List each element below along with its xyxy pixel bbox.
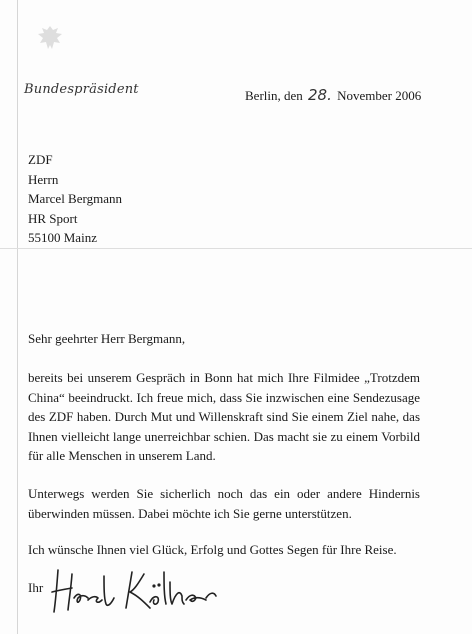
date-prefix: Berlin, den bbox=[245, 88, 303, 103]
address-line: 55100 Mainz bbox=[28, 230, 97, 246]
fold-line bbox=[0, 248, 472, 249]
date-line bbox=[245, 86, 421, 104]
salutation: Sehr geehrter Herr Bergmann, bbox=[28, 331, 186, 346]
date-day: 28. bbox=[308, 86, 332, 104]
letterhead-title: Bundespräsident bbox=[24, 82, 139, 97]
recipient-address bbox=[28, 150, 122, 248]
body-paragraph: Unterwegs werden Sie sicherlich noch das ein oder andere Hindernis überwinden müssen. Dabei möchte ich Sie gerne unterstützen. bbox=[28, 486, 420, 521]
handwritten-signature bbox=[48, 562, 228, 618]
address-line: HR Sport bbox=[28, 210, 78, 226]
closing: Ihr bbox=[28, 580, 44, 595]
address-line: Herrn bbox=[28, 171, 59, 187]
body-paragraph: bereits bei unserem Gespräch in Bonn hat mich Ihre Filmidee „Trotzdem China“ beeindruckt. Ich freue mich, dass Sie inzwischen eine Sendezusage des ZDF haben. Durch Mut und Willenskraft sind Sie einem Ziel nahe, das Ihnen vielleicht lange unerreichbar schien. Das macht sie zu einem Vorbild für alle Menschen in unserem Land. bbox=[28, 370, 420, 464]
body-paragraph: Ich wünsche Ihnen viel Glück, Erfolg und Gottes Segen für Ihre Reise. bbox=[28, 542, 397, 557]
margin-line bbox=[17, 0, 18, 634]
address-line: ZDF bbox=[28, 152, 53, 167]
date-month-year: November 2006 bbox=[337, 88, 422, 103]
address-line: Marcel Bergmann bbox=[28, 191, 122, 207]
federal-eagle-icon bbox=[34, 22, 66, 54]
